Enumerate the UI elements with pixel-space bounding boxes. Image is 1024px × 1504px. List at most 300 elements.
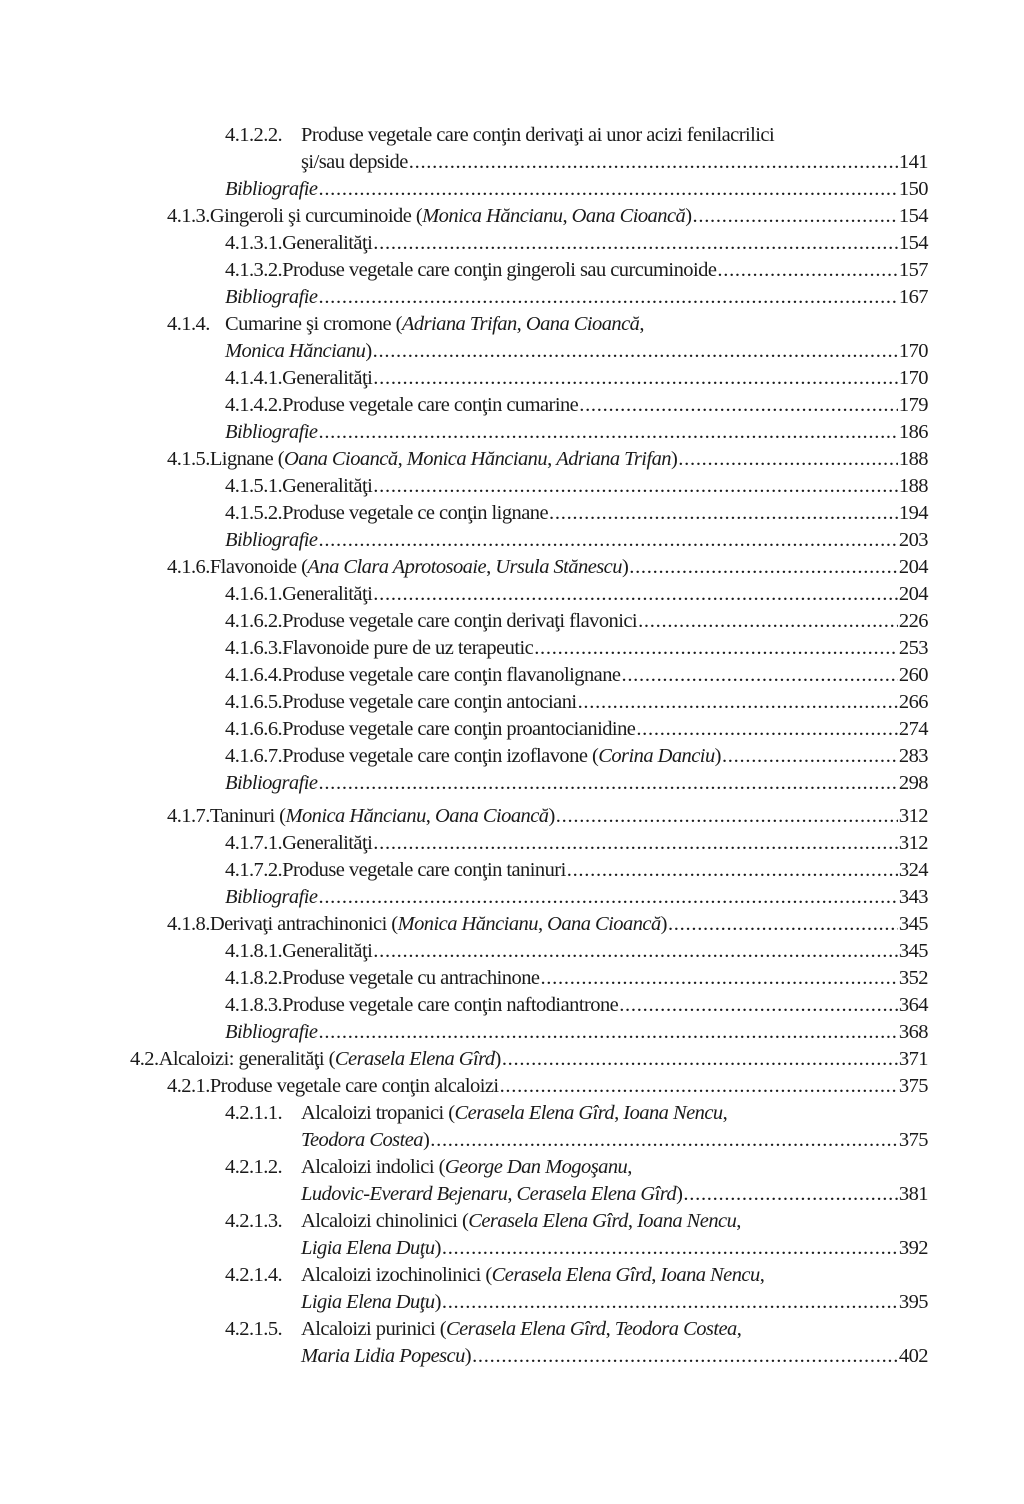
- author-name: Adriana Trifan: [401, 313, 517, 335]
- page-number: 312: [898, 832, 928, 854]
- title-text: ,: [562, 205, 572, 227]
- toc-entry-continuation: [0, 1181, 1024, 1208]
- dot-leader: [318, 419, 897, 446]
- page-number: 260: [898, 664, 928, 686]
- section-number: 4.1.4.: [167, 313, 210, 335]
- page-number: 204: [898, 583, 928, 605]
- author-name: Ioana Nencu: [623, 1102, 723, 1124]
- dot-leader: [373, 938, 898, 965]
- page-number: 352: [898, 967, 928, 989]
- author-name: Cerasela Elena Gîrd: [334, 1048, 495, 1070]
- section-title[interactable]: [282, 830, 372, 857]
- title-text: Produse vegetale care conţin cumarine: [282, 394, 579, 416]
- title-text: ,: [537, 913, 548, 935]
- toc-entry: [0, 473, 1024, 500]
- author-name: Ludovic-Everard Bejenaru: [301, 1183, 508, 1205]
- title-text: Alcaloizi purinici (: [301, 1318, 446, 1340]
- title-text: Gingeroli şi curcuminoide (: [209, 205, 423, 227]
- author-name: George Dan Mogoşanu: [444, 1156, 628, 1178]
- toc-entry: [0, 311, 1024, 338]
- title-text: ): [671, 448, 678, 470]
- section-title[interactable]: [301, 1154, 632, 1181]
- toc-entry: [0, 446, 1024, 473]
- toc-entry: [0, 662, 1024, 689]
- title-text: ): [685, 205, 692, 227]
- author-name: Cerasela Elena Gîrd: [516, 1183, 677, 1205]
- dot-leader: [318, 284, 897, 311]
- dot-leader: [534, 635, 898, 662]
- toc-entry: [0, 122, 1024, 149]
- section-number: 4.1.7.: [167, 805, 210, 827]
- section-title[interactable]: [210, 446, 677, 473]
- author-name: Monica Hăncianu: [225, 340, 366, 362]
- title-text: Produse vegetale care conţin antociani: [282, 691, 577, 713]
- title-text: ,: [639, 313, 644, 335]
- page-number: 154: [898, 232, 928, 254]
- section-title[interactable]: [282, 857, 566, 884]
- dot-leader: [442, 1235, 898, 1262]
- author-name: Oana Cioancă: [434, 805, 549, 827]
- title-text: Produse vegetale care conţin flavanolignane: [282, 664, 621, 686]
- section-title[interactable]: [282, 581, 372, 608]
- toc-entry-continuation: [0, 1235, 1024, 1262]
- section-title[interactable]: [210, 1073, 499, 1100]
- dot-leader: [683, 1181, 897, 1208]
- section-number: 4.2.1.: [167, 1075, 210, 1097]
- section-title[interactable]: [282, 365, 372, 392]
- author-name: Monica Hăncianu: [422, 205, 563, 227]
- section-title[interactable]: [225, 284, 317, 311]
- page-number: 203: [898, 529, 928, 551]
- toc-entry: [0, 284, 1024, 311]
- title-text: Alcaloizi chinolinici (: [301, 1210, 469, 1232]
- section-title[interactable]: [225, 770, 317, 797]
- title-text: Alcaloizi indolici (: [301, 1156, 445, 1178]
- title-text: Produse vegetale cu antrachinone: [282, 967, 540, 989]
- title-text: Alcaloizi: generalităţi (: [158, 1048, 335, 1070]
- author-name: Monica Hăncianu: [406, 448, 548, 470]
- page-number: 368: [898, 1021, 928, 1043]
- title-text: ): [714, 745, 721, 767]
- toc-entry: [0, 1046, 1024, 1073]
- title-text: ): [434, 1237, 441, 1259]
- title-text: Produse vegetale care conţin taninuri: [282, 859, 566, 881]
- page-number: 226: [898, 610, 928, 632]
- section-number: 4.1.6.6.: [225, 718, 283, 740]
- title-text: Alcaloizi tropanici (: [301, 1102, 455, 1124]
- dot-leader: [472, 1343, 898, 1370]
- page-number: 179: [898, 394, 928, 416]
- title-text: Generalităţi: [282, 940, 373, 962]
- title-text: ,: [736, 1318, 742, 1340]
- section-title[interactable]: [282, 230, 372, 257]
- author-name: Monica Hăncianu: [397, 913, 538, 935]
- title-text: Flavonoide (: [209, 556, 308, 578]
- page-number: 186: [898, 421, 928, 443]
- section-title[interactable]: [159, 1046, 501, 1073]
- dot-leader: [318, 770, 897, 797]
- title-text: ,: [614, 1102, 624, 1124]
- page-number: 375: [898, 1129, 928, 1151]
- page-number: 395: [898, 1291, 928, 1313]
- toc-entry: [0, 911, 1024, 938]
- toc-entry: [0, 257, 1024, 284]
- section-title[interactable]: [210, 803, 555, 830]
- toc-entry: [0, 857, 1024, 884]
- dot-leader: [579, 392, 898, 419]
- page-number: 188: [898, 448, 928, 470]
- page-number: 343: [898, 886, 928, 908]
- title-text: Produse vegetale care conţin izoflavone (: [282, 745, 599, 767]
- page-number: 188: [898, 475, 928, 497]
- toc-entry: [0, 1316, 1024, 1343]
- title-text: ,: [397, 448, 407, 470]
- toc-entry: [0, 527, 1024, 554]
- title-text: ,: [627, 1210, 638, 1232]
- page-number: 392: [898, 1237, 928, 1259]
- section-title[interactable]: [210, 203, 692, 230]
- toc-entry: [0, 938, 1024, 965]
- section-number: 4.2.1.1.: [225, 1102, 283, 1124]
- toc-entry-continuation: [0, 1127, 1024, 1154]
- title-text: Alcaloizi izochinolinici (: [301, 1264, 492, 1286]
- title-text: Produse vegetale care conţin naftodiantrone: [282, 994, 619, 1016]
- author-name: Ligia Elena Duţu: [301, 1237, 435, 1259]
- title-text: Generalităţi: [282, 475, 373, 497]
- section-number: 4.1.8.1.: [225, 940, 283, 962]
- title-text: ,: [486, 556, 496, 578]
- section-number: 4.1.5.2.: [225, 502, 283, 524]
- dot-leader: [373, 365, 898, 392]
- page-number: 312: [898, 805, 928, 827]
- author-name: Ioana Nencu: [660, 1264, 760, 1286]
- page-number: 381: [898, 1183, 928, 1205]
- page-number: 154: [898, 205, 928, 227]
- page-number: 167: [898, 286, 928, 308]
- toc-entry: [0, 1100, 1024, 1127]
- section-title[interactable]: [301, 1127, 429, 1154]
- section-number: 4.1.4.1.: [225, 367, 283, 389]
- toc-entry: [0, 365, 1024, 392]
- title-text: ): [365, 340, 372, 362]
- page-number: 170: [898, 367, 928, 389]
- toc-entry: [0, 635, 1024, 662]
- author-name: Ursula Stănescu: [495, 556, 622, 578]
- title-text: ): [676, 1183, 683, 1205]
- dot-leader: [540, 965, 897, 992]
- section-title[interactable]: [210, 554, 628, 581]
- dot-leader: [638, 608, 898, 635]
- author-name: Oana Cioancă: [547, 913, 661, 935]
- page-number: 266: [898, 691, 928, 713]
- page-number: 375: [898, 1075, 928, 1097]
- section-title[interactable]: [282, 965, 539, 992]
- author-name: Bibliografie: [225, 1021, 318, 1043]
- toc-entry: [0, 203, 1024, 230]
- author-name: Ioana Nencu: [637, 1210, 737, 1232]
- page-number: 324: [898, 859, 928, 881]
- dot-leader: [578, 689, 898, 716]
- title-text: Taninuri (: [209, 805, 286, 827]
- dot-leader: [500, 1073, 898, 1100]
- author-name: Bibliografie: [225, 178, 318, 200]
- author-name: Bibliografie: [225, 286, 318, 308]
- author-name: Teodora Costea: [614, 1318, 737, 1340]
- section-number: 4.1.5.: [167, 448, 210, 470]
- section-title[interactable]: [301, 1262, 764, 1289]
- section-number: 4.1.6.: [167, 556, 210, 578]
- toc-entry: [0, 608, 1024, 635]
- table-of-contents: [0, 122, 1024, 1370]
- section-title[interactable]: [282, 500, 548, 527]
- title-text: Produse vegetale care conţin gingeroli sau curcuminoide: [282, 259, 717, 281]
- title-text: ,: [425, 805, 435, 827]
- author-name: Cerasela Elena Gîrd: [454, 1102, 615, 1124]
- toc-entry: [0, 803, 1024, 830]
- page-number: 274: [898, 718, 928, 740]
- dot-leader: [318, 1019, 897, 1046]
- page-number: 194: [898, 502, 928, 524]
- title-text: ,: [507, 1183, 517, 1205]
- section-title[interactable]: [225, 311, 644, 338]
- section-title[interactable]: [225, 527, 317, 554]
- section-number: 4.1.8.: [167, 913, 210, 935]
- dot-leader: [430, 1127, 898, 1154]
- section-title[interactable]: [282, 992, 618, 1019]
- section-number: 4.1.8.3.: [225, 994, 283, 1016]
- title-text: Produse vegetale ce conţin lignane: [282, 502, 549, 524]
- toc-entry: [0, 1262, 1024, 1289]
- title-text: ,: [516, 313, 526, 335]
- section-title[interactable]: [282, 392, 578, 419]
- author-name: Cerasela Elena Gîrd: [445, 1318, 606, 1340]
- toc-entry: [0, 743, 1024, 770]
- title-text: ): [494, 1048, 501, 1070]
- toc-entry: [0, 830, 1024, 857]
- page-number: 283: [898, 745, 928, 767]
- author-name: Ligia Elena Duţu: [301, 1291, 435, 1313]
- section-title[interactable]: [301, 1316, 741, 1343]
- author-name: Teodora Costea: [301, 1129, 423, 1151]
- author-name: Bibliografie: [225, 772, 318, 794]
- section-title[interactable]: [301, 149, 408, 176]
- toc-entry: [0, 230, 1024, 257]
- section-number: 4.2.1.2.: [225, 1156, 283, 1178]
- section-number: 4.1.3.1.: [225, 232, 283, 254]
- section-title[interactable]: [301, 1181, 682, 1208]
- section-title[interactable]: [282, 257, 716, 284]
- author-name: Maria Lidia Popescu: [301, 1345, 465, 1367]
- author-name: Cerasela Elena Gîrd: [468, 1210, 628, 1232]
- section-number: 4.1.3.: [167, 205, 210, 227]
- author-name: Oana Cioancă: [525, 313, 640, 335]
- dot-leader: [629, 554, 898, 581]
- section-title[interactable]: [301, 122, 774, 149]
- section-number: 4.1.7.1.: [225, 832, 283, 854]
- toc-entry: [0, 1154, 1024, 1181]
- section-title[interactable]: [282, 635, 533, 662]
- page-number: 150: [898, 178, 928, 200]
- section-title[interactable]: [282, 689, 576, 716]
- title-text: Cumarine şi cromone (: [225, 313, 402, 335]
- toc-entry: [0, 965, 1024, 992]
- section-number: 4.1.5.1.: [225, 475, 283, 497]
- author-name: Ana Clara Aprotosoaie: [307, 556, 487, 578]
- dot-leader: [318, 527, 897, 554]
- title-text: ,: [605, 1318, 615, 1340]
- dot-leader: [373, 473, 898, 500]
- section-number: 4.1.4.2.: [225, 394, 283, 416]
- section-title[interactable]: [282, 662, 620, 689]
- dot-leader: [549, 500, 898, 527]
- toc-entry: [0, 1208, 1024, 1235]
- dot-leader: [373, 338, 898, 365]
- page-number: 298: [898, 772, 928, 794]
- section-number: 4.1.6.2.: [225, 610, 283, 632]
- title-text: ,: [651, 1264, 661, 1286]
- section-number: 4.1.6.3.: [225, 637, 283, 659]
- author-name: Bibliografie: [225, 421, 318, 443]
- section-number: 4.1.6.4.: [225, 664, 283, 686]
- title-text: Generalităţi: [282, 583, 373, 605]
- author-name: Corina Danciu: [598, 745, 715, 767]
- section-title[interactable]: [282, 608, 637, 635]
- section-title[interactable]: [225, 1019, 317, 1046]
- title-text: Derivaţi antrachinonici (: [209, 913, 398, 935]
- toc-entry: [0, 554, 1024, 581]
- title-text: ): [434, 1291, 441, 1313]
- section-title[interactable]: [301, 1235, 441, 1262]
- title-text: ): [464, 1345, 472, 1367]
- section-title[interactable]: [225, 419, 317, 446]
- page-number: 170: [898, 340, 928, 362]
- dot-leader: [373, 230, 898, 257]
- author-name: Oana Cioancă: [571, 205, 686, 227]
- title-text: Generalităţi: [282, 367, 373, 389]
- title-text: ): [422, 1129, 430, 1151]
- toc-entry-continuation: [0, 1343, 1024, 1370]
- page-number: 371: [898, 1048, 928, 1070]
- toc-entry: [0, 419, 1024, 446]
- title-text: ,: [722, 1102, 728, 1124]
- section-title[interactable]: [301, 1208, 741, 1235]
- toc-entry: [0, 770, 1024, 797]
- dot-leader: [373, 581, 898, 608]
- toc-entry: [0, 716, 1024, 743]
- toc-entry: [0, 176, 1024, 203]
- section-number: 4.2.1.4.: [225, 1264, 283, 1286]
- section-title[interactable]: [301, 1343, 471, 1370]
- title-text: ,: [736, 1210, 741, 1232]
- section-title[interactable]: [225, 338, 372, 365]
- author-name: Cerasela Elena Gîrd: [491, 1264, 652, 1286]
- title-text: ,: [759, 1264, 765, 1286]
- toc-entry-continuation: [0, 1289, 1024, 1316]
- section-title[interactable]: [282, 473, 372, 500]
- section-number: 4.2.: [130, 1048, 159, 1070]
- page-number: 345: [898, 913, 928, 935]
- dot-leader: [567, 857, 898, 884]
- section-number: 4.1.6.1.: [225, 583, 283, 605]
- author-name: Monica Hăncianu: [285, 805, 426, 827]
- dot-leader: [678, 446, 898, 473]
- toc-entry: [0, 500, 1024, 527]
- title-text: Generalităţi: [282, 832, 373, 854]
- dot-leader: [722, 743, 898, 770]
- toc-entry: [0, 689, 1024, 716]
- section-number: 4.1.6.5.: [225, 691, 283, 713]
- toc-entry-continuation: [0, 338, 1024, 365]
- author-name: Bibliografie: [225, 886, 318, 908]
- title-text: Flavonoide pure de uz terapeutic: [282, 637, 534, 659]
- section-title[interactable]: [282, 716, 635, 743]
- dot-leader: [502, 1046, 898, 1073]
- section-number: 4.1.6.7.: [225, 745, 283, 767]
- section-title[interactable]: [210, 911, 667, 938]
- title-text: Produse vegetale care conţin alcaloizi: [209, 1075, 499, 1097]
- title-text: ): [621, 556, 629, 578]
- section-title[interactable]: [282, 938, 372, 965]
- dot-leader: [717, 257, 898, 284]
- dot-leader: [668, 911, 898, 938]
- dot-leader: [619, 992, 898, 1019]
- author-name: Adriana Trifan: [556, 448, 671, 470]
- dot-leader: [318, 884, 897, 911]
- section-number: 4.2.1.5.: [225, 1318, 283, 1340]
- dot-leader: [373, 830, 898, 857]
- title-text: ,: [547, 448, 557, 470]
- page-number: 345: [898, 940, 928, 962]
- section-title[interactable]: [225, 884, 317, 911]
- dot-leader: [556, 803, 898, 830]
- page-number: 141: [898, 151, 928, 173]
- dot-leader: [693, 203, 898, 230]
- dot-leader: [442, 1289, 898, 1316]
- dot-leader: [636, 716, 898, 743]
- section-title[interactable]: [301, 1289, 441, 1316]
- page-number: 364: [898, 994, 928, 1016]
- section-title[interactable]: [282, 743, 721, 770]
- title-text: ): [548, 805, 555, 827]
- title-text: ): [660, 913, 667, 935]
- section-title[interactable]: [301, 1100, 727, 1127]
- author-name: Oana Cioancă: [284, 448, 398, 470]
- toc-entry-continuation: [0, 149, 1024, 176]
- section-title[interactable]: [225, 176, 317, 203]
- author-name: Bibliografie: [225, 529, 318, 551]
- section-number: 4.1.2.2.: [225, 124, 283, 146]
- title-text: Lignane (: [209, 448, 284, 470]
- page-number: 253: [898, 637, 928, 659]
- title-text: Generalităţi: [282, 232, 373, 254]
- dot-leader: [318, 176, 897, 203]
- toc-entry: [0, 1019, 1024, 1046]
- title-text: ,: [627, 1156, 632, 1178]
- title-text: şi/sau depside: [301, 151, 408, 173]
- toc-entry: [0, 884, 1024, 911]
- section-number: 4.2.1.3.: [225, 1210, 283, 1232]
- title-text: Produse vegetale care conţin derivaţi ai unor acizi fenilacrilici: [301, 124, 775, 146]
- section-number: 4.1.8.2.: [225, 967, 283, 989]
- section-number: 4.1.7.2.: [225, 859, 283, 881]
- toc-entry: [0, 992, 1024, 1019]
- dot-leader: [621, 662, 897, 689]
- title-text: Produse vegetale care conţin proantocianidine: [282, 718, 636, 740]
- page-number: 204: [898, 556, 928, 578]
- toc-entry: [0, 1073, 1024, 1100]
- toc-entry: [0, 392, 1024, 419]
- dot-leader: [409, 149, 898, 176]
